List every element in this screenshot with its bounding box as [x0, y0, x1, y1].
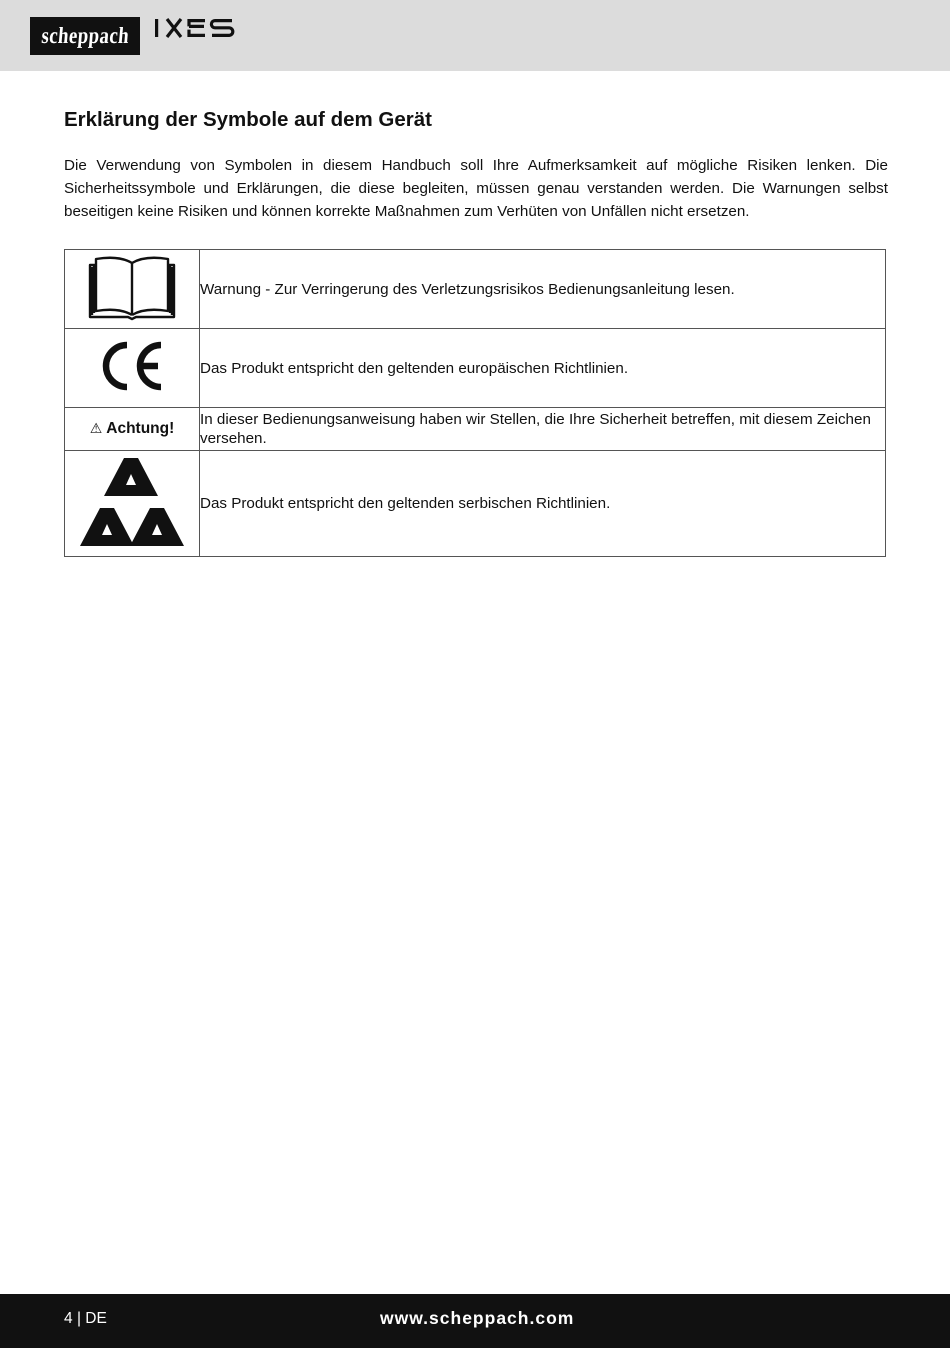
page-header [0, 0, 950, 71]
table-row [65, 451, 886, 557]
book-icon [84, 253, 180, 321]
table-row [65, 329, 886, 408]
symbol-description: Das Produkt entspricht den geltenden serbischen Richtlinien. [200, 451, 886, 557]
page-number [64, 1310, 107, 1328]
symbol-cell [65, 250, 200, 329]
separator: | [76, 1310, 86, 1327]
symbol-cell [65, 451, 200, 557]
symbol-description: Warnung - Zur Verringerung des Verletzungsrisikos Bedienungsanleitung lesen. [200, 250, 886, 329]
warning-triangle-icon: ⚠ [89, 420, 103, 436]
symbol-cell [65, 329, 200, 408]
ixes-logo [153, 15, 235, 41]
page-number-value: 4 [64, 1310, 73, 1327]
symbol-description: Das Produkt entspricht den geltenden europäischen Richtlinien. [200, 329, 886, 408]
language-code: DE [85, 1310, 107, 1327]
intro-paragraph: Die Verwendung von Symbolen in diesem Handbuch soll Ihre Aufmerksamkeit auf mögliche Risiken lenken. Die Sicherheitssymbole und Erklärungen, die diese begleiten, müssen genau verstanden werden. Die Warnungen selbst beseitigen keine Risiken und können korrekte Maßnahmen zum Verhüten von Unfällen nicht ersetzen. [64, 157, 888, 220]
achtung-text: Achtung! [106, 420, 175, 437]
table-row [65, 250, 886, 329]
symbol-description: In dieser Bedienungsanweisung haben wir Stellen, die Ihre Sicherheit betreffen, mit diesem Zeichen versehen. [200, 408, 886, 451]
table-row [65, 408, 886, 451]
scheppach-logo [30, 17, 140, 55]
page-footer [0, 1294, 950, 1348]
logo-text: scheppach [40, 23, 130, 48]
symbols-table [64, 249, 886, 557]
symbol-cell [65, 408, 200, 451]
achtung-label [90, 420, 175, 437]
serbian-conformity-icon [80, 456, 184, 548]
website-url: www.scheppach.com [380, 1308, 575, 1328]
ce-mark-icon [97, 341, 167, 391]
page-title: Erklärung der Symbole auf dem Gerät [64, 108, 432, 131]
